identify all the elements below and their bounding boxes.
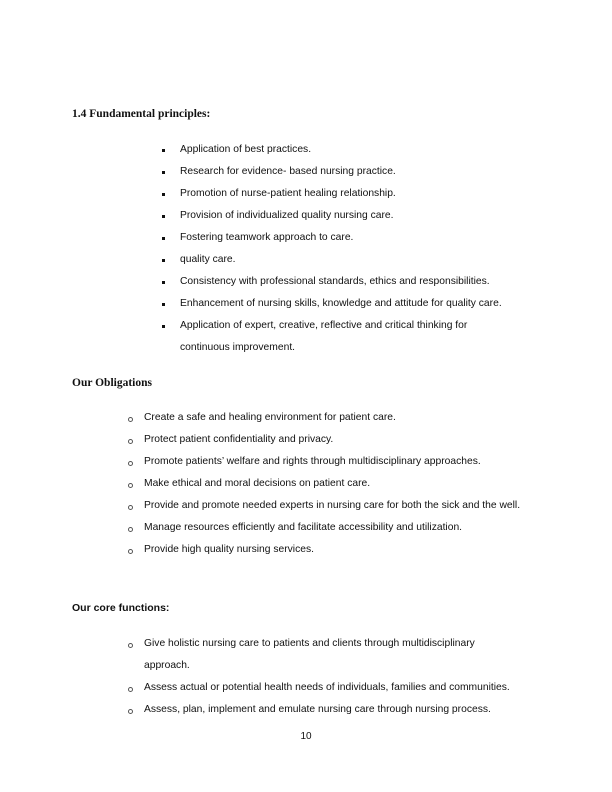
list-item: Research for evidence- based nursing practice. <box>180 161 560 183</box>
list-item: quality care. <box>180 249 560 271</box>
list-item: Make ethical and moral decisions on patient care. <box>144 473 544 495</box>
fundamental-principles-list <box>180 139 560 359</box>
list-item: Assess actual or potential health needs of individuals, families and communities. <box>144 677 544 699</box>
section-heading-fundamental-principles: 1.4 Fundamental principles: <box>72 108 211 120</box>
list-item: Provide high quality nursing services. <box>144 539 544 561</box>
list-item: Promotion of nurse-patient healing relationship. <box>180 183 560 205</box>
obligations-list <box>144 407 544 561</box>
list-item: Application of best practices. <box>180 139 560 161</box>
list-item: Fostering teamwork approach to care. <box>180 227 560 249</box>
section-heading-core-functions: Our core functions: <box>72 602 170 614</box>
list-item: Create a safe and healing environment for patient care. <box>144 407 544 429</box>
list-item: Promote patients’ welfare and rights through multidisciplinary approaches. <box>144 451 544 473</box>
list-item: Give holistic nursing care to patients and clients through multidisciplinary approach. <box>144 633 514 677</box>
list-item: Consistency with professional standards, ethics and responsibilities. <box>180 271 560 293</box>
list-item: Enhancement of nursing skills, knowledge and attitude for quality care. <box>180 293 560 315</box>
core-functions-list <box>144 633 544 721</box>
list-item: Protect patient confidentiality and privacy. <box>144 429 544 451</box>
section-heading-obligations: Our Obligations <box>72 377 152 389</box>
list-item: Assess, plan, implement and emulate nursing care through nursing process. <box>144 699 544 721</box>
page-number: 10 <box>300 731 312 742</box>
list-item: Provision of individualized quality nursing care. <box>180 205 560 227</box>
list-item: Provide and promote needed experts in nursing care for both the sick and the well. <box>144 495 534 517</box>
list-item: Manage resources efficiently and facilitate accessibility and utilization. <box>144 517 544 539</box>
list-item: Application of expert, creative, reflective and critical thinking for continuous improvement. <box>180 315 510 359</box>
